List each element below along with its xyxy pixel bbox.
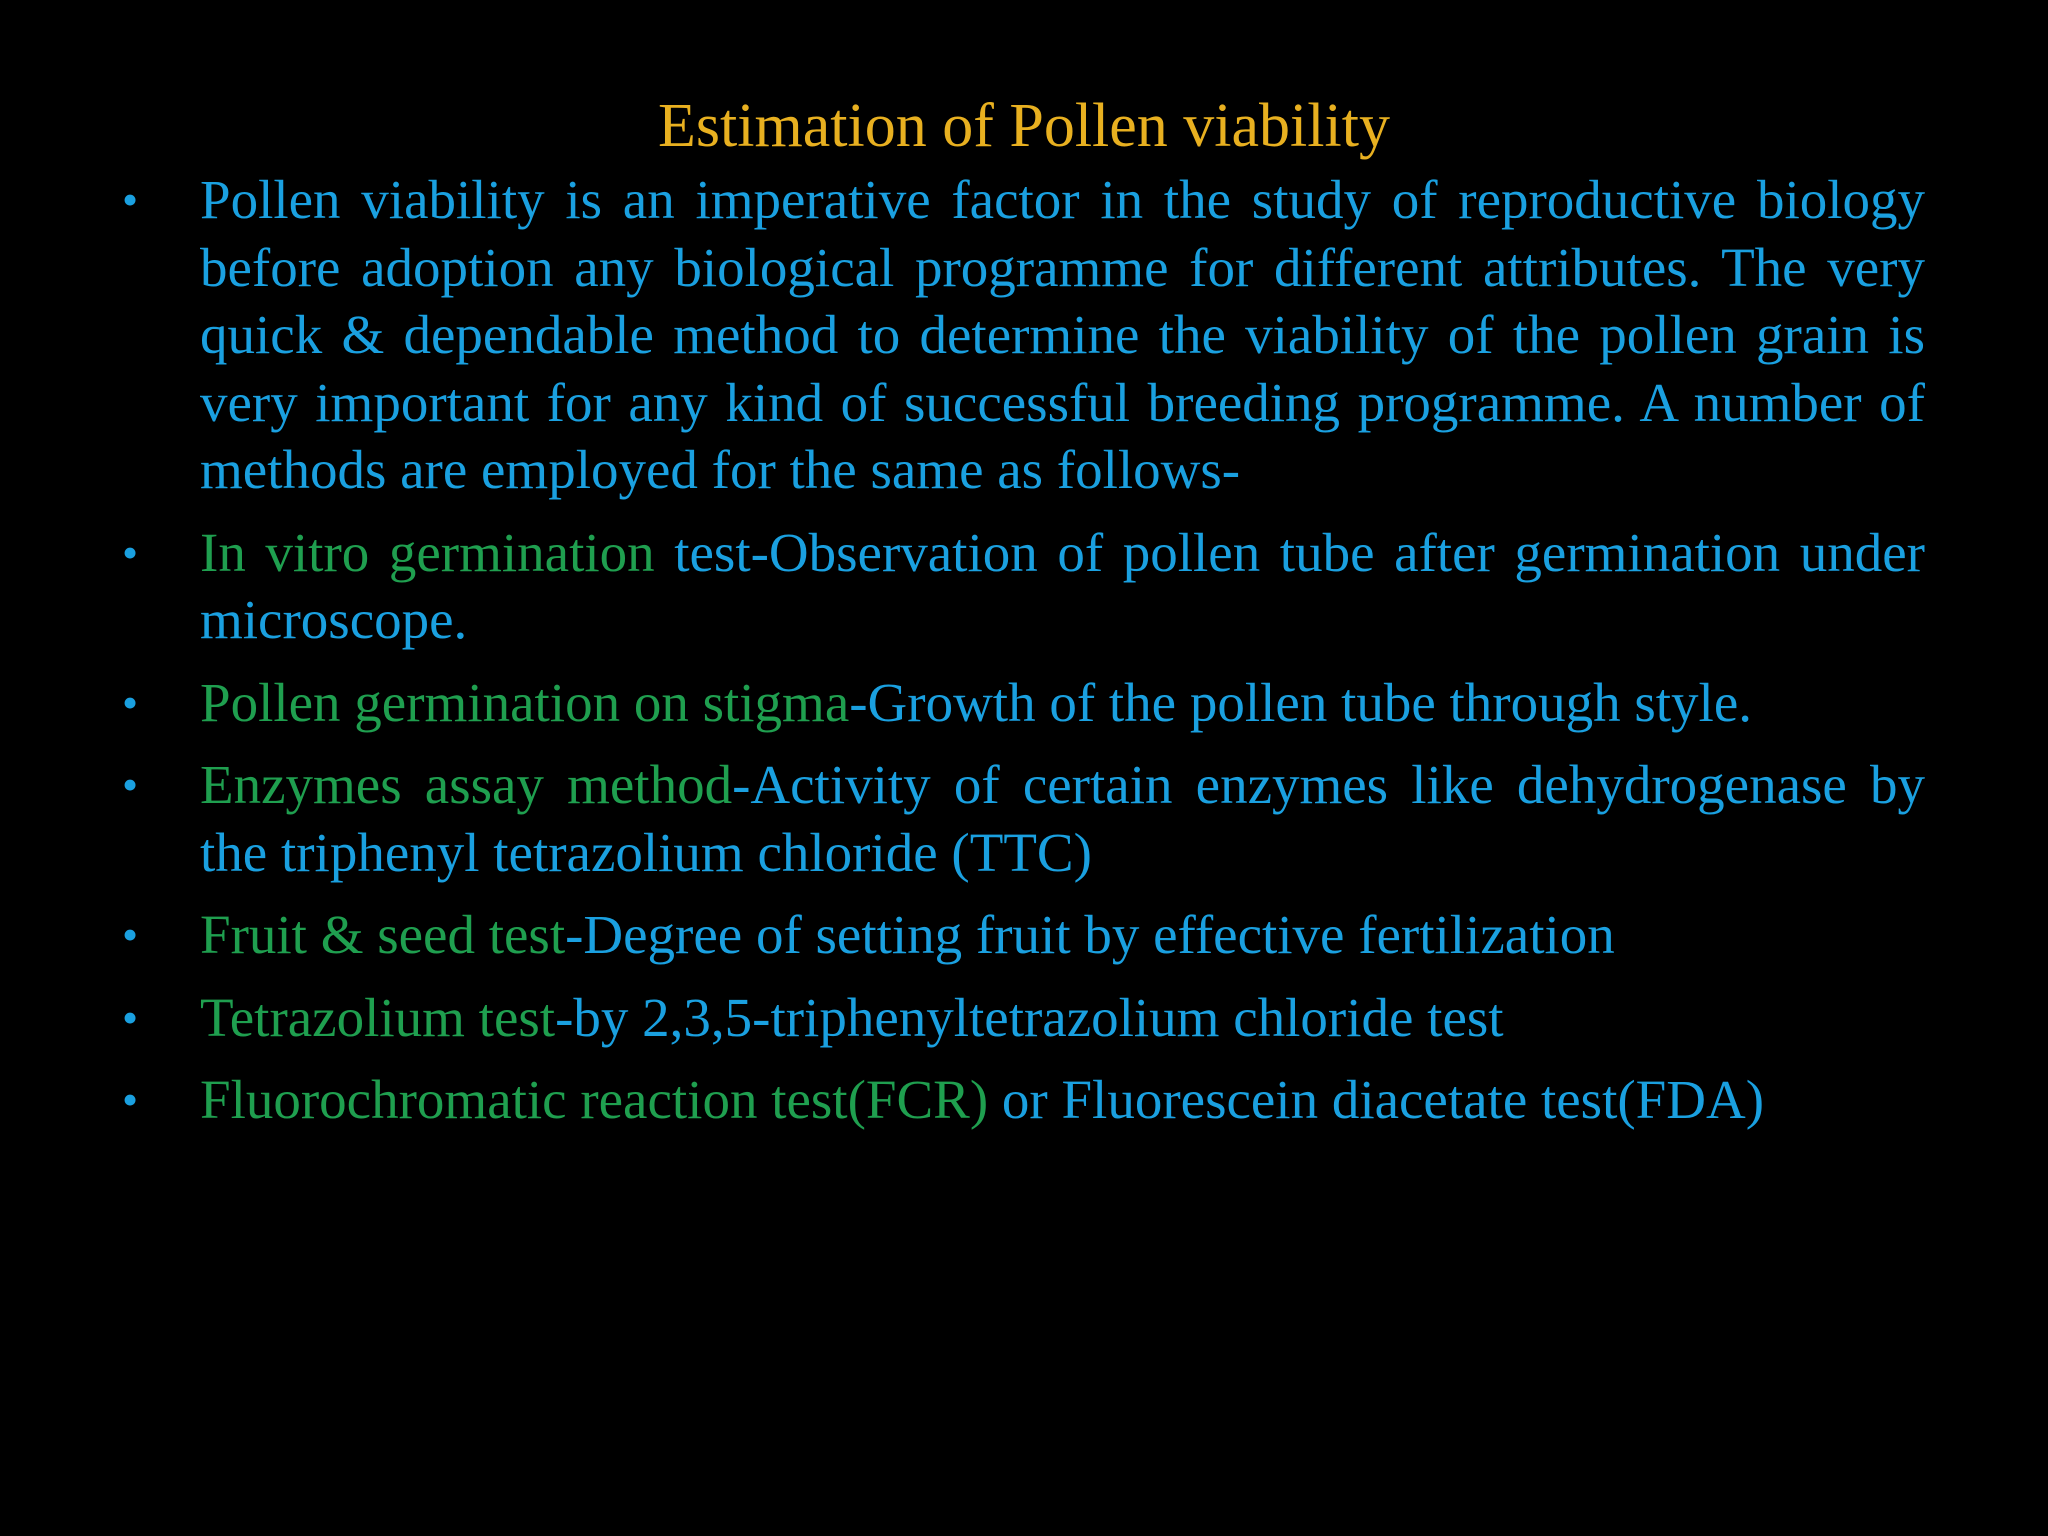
bullet-item xyxy=(120,1066,1925,1134)
bullet-lead: Fruit & seed test xyxy=(200,904,566,965)
bullet-lead: Fluorochromatic reaction test(FCR) xyxy=(200,1069,989,1130)
bullet-text: or Fluorescein diacetate test(FDA) xyxy=(988,1069,1765,1130)
bullet-text: test-Observation of pollen tube after germination under microscope. xyxy=(200,521,1925,650)
bullet-dot-icon: • xyxy=(122,991,139,1043)
bullet-text: -by 2,3,5-triphenyltetrazolium chloride test xyxy=(555,986,1504,1048)
bullet-item xyxy=(120,669,1925,737)
bullet-item xyxy=(120,519,1925,654)
bullet-lead: Tetrazolium test xyxy=(200,986,556,1048)
bullet-item xyxy=(120,901,1925,969)
bullet-text: -Activity of certain enzymes like dehydrogenase by the triphenyl tetrazolium chloride (TTC) xyxy=(200,754,1925,883)
bullet-dot-icon: • xyxy=(122,909,139,960)
bullet-dot-icon: • xyxy=(122,174,139,225)
bullet-item xyxy=(120,751,1925,886)
slide-title: Estimation of Pollen viability xyxy=(658,92,1390,160)
bullet-text: Pollen viability is an imperative factor in the study of reproductive biology before adoption any biological programme for different attributes. The very quick & dependable method to determine the viability of the pollen grain is very important for any kind of successful breeding programme. A number of methods are employed for the same as follows- xyxy=(200,169,1925,500)
bullet-text: -Growth of the pollen tube through style. xyxy=(849,671,1752,733)
bullet-item xyxy=(120,166,1925,504)
bullet-dot-icon: • xyxy=(122,526,139,578)
bullet-lead: Enzymes assay method xyxy=(200,754,733,815)
bullet-lead: Pollen germination on stigma xyxy=(200,671,850,733)
bullet-dot-icon: • xyxy=(122,759,139,810)
bullet-list xyxy=(120,166,1925,1149)
bullet-item xyxy=(120,984,1925,1052)
bullet-dot-icon: • xyxy=(122,1074,139,1125)
bullet-lead: In vitro germination xyxy=(200,521,655,583)
bullet-text: -Degree of setting fruit by effective fertilization xyxy=(565,904,1615,965)
bullet-dot-icon: • xyxy=(122,676,139,728)
